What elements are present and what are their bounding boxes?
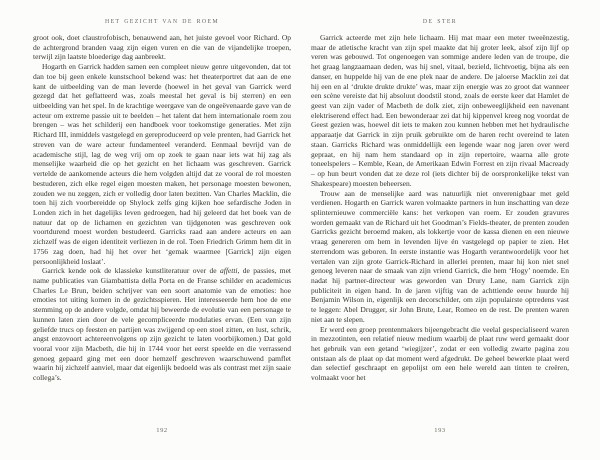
paragraph: Hogarth en Garrick hadden samen een compleet nieuw genre uitgevonden, dat tot dan toe bij geen enkele kunstschool bekend was: het theaterportret dat aan de ene kant de uitbeelding van de man leverde (hoewel in het geval van Garrick werd gezegd dat het geflatteerd was, zoals meestal het geval is bij sterren) en een uitbeelding van het spel. In de krachtige weergave van de ongeëvenaarde gave van de acteur om extreme passie uit te beelden – het talent dat hem internationale roem zou brengen – was het schilderij een handboek voor toekomstige generaties. Met zijn Richard III, inmiddels vastgelegd en gereproduceerd op vele prenten, had Garrick het streven van de ware acteur fundamenteel veranderd. Eenmaal bevrijd van de academische stijl, lag de weg vrij om op zoek te gaan naar iets wat hij zag als menselijke waarheid die op het gezicht en het lichaam was geschreven. Garrick vertelde de aankomende acteurs die hem volgden altijd dat ze vooral de rol moesten bestuderen, zich elke regel eigen moesten maken, het personage moesten bewonen, zouden we nu zeggen, zich er volledig door laten bezitten. Van Charles Macklin, die toen hij zich voorbereidde op Shylock zelfs ging kijken hoe sefardische Joden in Londen zich in het dagelijks leven gedroegen, had hij geleerd dat het boek van de natuur dat op de lichamen en gezichten van tijdgenoten was geschreven ook voortdurend moest worden bestudeerd. Garricks raad aan andere acteurs en aan zichzelf was de eigen identiteit verliezen in de rol. Toen Friedrich Grimm hem dit in 1756 zag doen, had hij het over het ‘gemak waarmee [Garrick] zijn eigen persoonlijkheid loslaat’. bbox=[33, 62, 291, 266]
page-number-right: 193 bbox=[434, 427, 446, 434]
running-header-right: DE STER bbox=[422, 19, 458, 25]
page-left-body bbox=[33, 33, 291, 383]
paragraph: Garrick kende ook de klassieke kunstliteratuur over de affetti, de passies, met name publicaties van Giambattista della Porta en de Franse schilder en academicus Charles Le Brun, beiden schrijver van een soort anatomie van de emoties: hoe emoties tot uiting komen in de gezichtsspieren. Het interesseerde hem hoe de ene stemming op de andere volgde, omdat hij beweerde de evolutie van een personage te kunnen laten zien door de vele gecompliceerde modulaties ervan. (Een van zijn geliefde trucs op feesten en partijen was zwijgend op een stoel zitten, en lust, schrik, angst enzovoort achtereenvolgens op zijn gezicht te laten voorbijkomen.) Dat gold vooral voor zijn Macbeth, die hij in 1744 voor het eerst speelde en die verrassend genoeg gepaard ging met een door hemzelf geschreven waarschuwend pamflet waarin hij zichzelf aanviel, maar dat eigenlijk bedoeld was als contrast met zijn saaie collega’s. bbox=[33, 266, 292, 383]
running-header-left: HET GEZICHT VAN DE ROEM bbox=[104, 19, 220, 25]
page-right bbox=[300, 0, 600, 460]
paragraph: Er werd een groep prentenmakers bijeengebracht die veelal gespecialiseerd waren in mezzotinten, een relatief nieuw medium waarbij de plaat ruw werd gemaakt door het gebruik van een getand ‘wiegijzer’, zodat er een volledig zwarte pagina zou ontstaan als de plaat op dat moment werd afgedrukt. De geheel bewerkte plaat werd dan selectief geschraapt en gepolijst om een hele wereld aan tinten te creëren, volmaakt voor het bbox=[311, 324, 569, 383]
page-right-body bbox=[311, 33, 569, 383]
paragraph: Trouw aan de menselijke aard was natuurlijk niet onverenigbaar met geld verdienen. Hogarth en Garrick waren volmaakte partners in hun inschatting van deze splinternieuwe commerciële kans: het verkopen van roem. Er zouden gravures worden gemaakt van de Richard uit het Goodman’s Fields-theater, de prenten zouden Garricks gezicht beroemd maken, als lokkertje voor de kassa dienen en een nieuwe vraag genereren om hem in levenden lijve én vastgelegd op papier te zien. Het sterrendom was geboren. In eerste instantie was Hogarth verantwoordelijk voor het vertalen van zijn grote Garrick-Richard in allerlei prenten, maar hij kon niet snel genoeg leveren naar de smaak van zijn vriend Garrick, die hem ‘Hogy’ noemde. En nadat hij partner-directeur was geworden van Drury Lane, nam Garrick zijn publiciteit in eigen hand. In de jaren vijftig van de achttiende eeuw huurde hij Benjamin Wilson in, eigenlijk een decorschilder, om zijn populairste optredens vast te leggen: Abel Drugger, sir John Brute, Lear, Romeo en de rest. De prenten waren niet aan te slepen. bbox=[311, 188, 569, 324]
paragraph: groot ook, doet claustrofobisch, benauwend aan, het juiste gevoel voor Richard. Op de achtergrond branden vaag zijn eigen vuren en die van de vijandelijke troepen, terwijl zijn laatste bloederige dag aanbreekt. bbox=[33, 33, 291, 62]
paragraph: Garrick acteerde met zijn hele lichaam. Hij mat maar een meter tweeënzestig, maar de atletische kracht van zijn spel maakte dat hij groter leek, alsof zijn lijf op veren was gebouwd. Tot ongenoegen van sommige andere leden van de troupe, die het graag langzaamaan deden, was hij snel, vitaal, bezield, lichtvoetig, bijna als een danser, en huppelde hij van de ene plek naar de andere. De jaloerse Macklin zei dat hij een en al ‘drukte drukte drukte’ was, maar zijn energie was zo groot dat wanneer een scène vereiste dat hij absoluut doodstil stond, zoals de eerste keer dat Hamlet de geest van zijn vader of Macbeth de dolk ziet, zijn onbeweeglijkheid een navenant elektriserend effect had. Een bewonderaar zei dat hij kippenvel kreeg nog voordat de Geest gezien was, hoewel dit iets te maken zou kunnen hebben met het hydraulische apparaatje dat Garrick in zijn pruik gebruikte om de haren recht overeind te laten staan. Garricks Richard was onmiddellijk een legende waar nog jaren over werd gepraat, en hij nam hem standaard op in zijn repertoire, waarna alle grote toneelspelers – Kemble, Kean, de Amerikaan Edwin Forrest en zijn rivaal Macready – op hun beurt vonden dat ze deze rol (iets dichter bij de oorspronkelijke tekst van Shakespeare) moesten beheersen. bbox=[311, 33, 569, 188]
page-number-left: 192 bbox=[156, 427, 168, 434]
